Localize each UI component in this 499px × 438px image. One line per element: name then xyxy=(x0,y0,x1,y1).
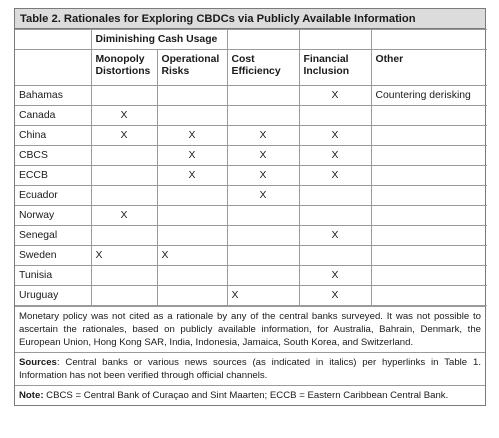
header-blank xyxy=(15,30,91,50)
table-cell xyxy=(299,186,371,206)
column-header-cost: Cost Efficiency xyxy=(227,50,299,86)
table-cell xyxy=(227,226,299,246)
table-cell xyxy=(157,86,227,106)
table-cell xyxy=(371,206,487,226)
table-row xyxy=(15,106,487,126)
table-cell xyxy=(227,86,299,106)
table-cell: X xyxy=(299,86,371,106)
table-cell xyxy=(91,226,157,246)
table-cell: X xyxy=(91,206,157,226)
row-label: Canada xyxy=(15,106,91,126)
table-cell xyxy=(157,266,227,286)
header-blank xyxy=(15,50,91,86)
table-cell xyxy=(157,186,227,206)
column-header-other: Other xyxy=(371,50,487,86)
row-label: Ecuador xyxy=(15,186,91,206)
note-label: Note: xyxy=(19,390,44,401)
group-header-row xyxy=(15,30,487,50)
table-cell xyxy=(371,266,487,286)
sources-label: Sources xyxy=(19,357,57,368)
table-cell xyxy=(371,186,487,206)
table-cell xyxy=(299,206,371,226)
table-notes xyxy=(15,306,485,405)
table-cell: X xyxy=(91,246,157,266)
table-cell xyxy=(227,206,299,226)
table-cell xyxy=(91,286,157,306)
row-label: Uruguay xyxy=(15,286,91,306)
table-body xyxy=(15,86,487,306)
table-cell xyxy=(371,226,487,246)
table-cell xyxy=(299,106,371,126)
table-cell xyxy=(157,226,227,246)
row-label: Sweden xyxy=(15,246,91,266)
header-blank xyxy=(371,30,487,50)
table-cell xyxy=(371,166,487,186)
table-cell: X xyxy=(299,126,371,146)
table-row xyxy=(15,86,487,106)
table-row xyxy=(15,166,487,186)
column-header-financial: Financial Inclusion xyxy=(299,50,371,86)
table-cell xyxy=(371,106,487,126)
monetary-note: Monetary policy was not cited as a rationale by any of the central banks surveyed. It was not possible to ascertain the rationales, based on publicly available information, for Australia, Bahrain, Denmark, the European Union, Hong Kong SAR, India, Indonesia, Jamaica, South Korea, and Switzerland. xyxy=(15,306,485,352)
row-label: Norway xyxy=(15,206,91,226)
table-cell xyxy=(299,246,371,266)
table-cell xyxy=(227,246,299,266)
table-cell: X xyxy=(299,266,371,286)
table-cell: X xyxy=(299,286,371,306)
abbreviation-note xyxy=(15,385,485,405)
table-cell: X xyxy=(227,146,299,166)
rationales-table xyxy=(15,29,487,306)
table-cell xyxy=(91,166,157,186)
table-cell xyxy=(371,146,487,166)
row-label: China xyxy=(15,126,91,146)
header-blank xyxy=(299,30,371,50)
column-header-operational: Operational Risks xyxy=(157,50,227,86)
table-cell xyxy=(91,266,157,286)
table-container xyxy=(14,8,486,406)
table-cell xyxy=(91,146,157,166)
column-header-monopoly: Monopoly Distortions xyxy=(91,50,157,86)
row-label: Senegal xyxy=(15,226,91,246)
table-row xyxy=(15,186,487,206)
table-row xyxy=(15,266,487,286)
row-label: Tunisia xyxy=(15,266,91,286)
table-cell: X xyxy=(227,286,299,306)
row-label: Bahamas xyxy=(15,86,91,106)
table-cell xyxy=(371,286,487,306)
sources-note xyxy=(15,352,485,385)
table-row xyxy=(15,126,487,146)
table-row xyxy=(15,206,487,226)
table-cell xyxy=(157,286,227,306)
table-cell: X xyxy=(299,146,371,166)
table-title: Table 2. Rationales for Exploring CBDCs via Publicly Available Information xyxy=(15,9,485,29)
table-row xyxy=(15,286,487,306)
table-cell: Countering derisking xyxy=(371,86,487,106)
row-label: CBCS xyxy=(15,146,91,166)
table-cell: X xyxy=(227,166,299,186)
table-cell xyxy=(371,246,487,266)
table-cell: X xyxy=(299,166,371,186)
table-cell: X xyxy=(157,166,227,186)
table-row xyxy=(15,146,487,166)
header-blank xyxy=(227,30,299,50)
table-row xyxy=(15,246,487,266)
table-cell xyxy=(227,106,299,126)
group-header-diminishing-cash: Diminishing Cash Usage xyxy=(91,30,227,50)
table-cell: X xyxy=(157,146,227,166)
table-cell: X xyxy=(157,246,227,266)
note-text: CBCS = Central Bank of Curaçao and Sint Maarten; ECCB = Eastern Caribbean Central Bank. xyxy=(43,390,449,401)
column-header-row xyxy=(15,50,487,86)
table-cell: X xyxy=(227,126,299,146)
table-cell: X xyxy=(299,226,371,246)
table-cell xyxy=(157,206,227,226)
table-row xyxy=(15,226,487,246)
table-cell xyxy=(91,86,157,106)
row-label: ECCB xyxy=(15,166,91,186)
table-cell: X xyxy=(157,126,227,146)
table-cell xyxy=(227,266,299,286)
table-cell: X xyxy=(227,186,299,206)
table-cell xyxy=(91,186,157,206)
table-cell xyxy=(371,126,487,146)
table-cell: X xyxy=(91,126,157,146)
table-cell: X xyxy=(91,106,157,126)
table-cell xyxy=(157,106,227,126)
sources-text: : Central banks or various news sources (as indicated in italics) per hyperlinks in Table 1. Information has not been verified through official channels. xyxy=(19,357,481,381)
